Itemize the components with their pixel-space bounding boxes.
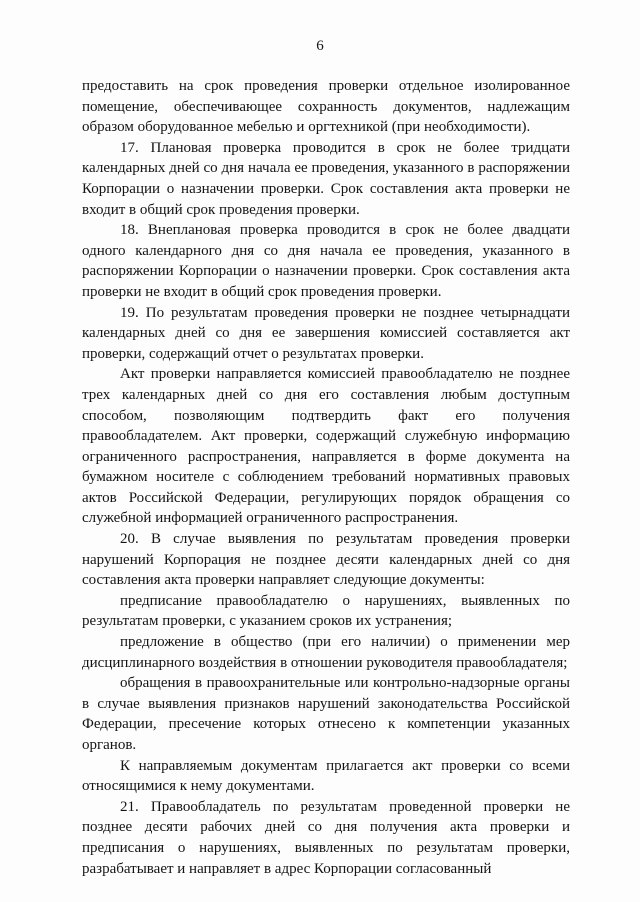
paragraph-18-unscheduled-inspection: 18. Внеплановая проверка проводится в срок не более двадцати одного календарного дня со дня начала ее проведения, указанного в распоряжении Корпорации о назначении проверки. Срок составления акта проверки не входит в общий срок проведения проверки. xyxy=(82,222,570,300)
paragraph-17-planned-inspection: 17. Плановая проверка проводится в срок не более тридцати календарных дней со дня начала ее проведения, указанного в распоряжении Корпорации о назначении проверки. Срок составления акта проверки не входит в общий срок проведения проверки. xyxy=(82,139,570,218)
list-item-law-enforcement-appeals: обращения в правоохранительные или контрольно-надзорные органы в случае выявления признаков нарушений законодательства Российской Федерации, пресечение которых отнесено к компетенции указанных органов. xyxy=(82,675,570,753)
paragraph-21-rights-holder-plan: 21. Правообладатель по результатам проведенной проверки не позднее десяти рабочих дней со дня получения акта проверки и предписания о нарушениях, выявленных по результатам проверки, разрабатывает и направляет в адрес Корпорации согласованный xyxy=(82,798,570,877)
paragraph-20-violations-documents: 20. В случае выявления по результатам проведения проверки нарушений Корпорация не позднее десяти календарных дней со дня составления акта проверки направляет следующие документы: xyxy=(82,531,570,589)
paragraph-attached-act: К направляемым документам прилагается акт проверки со всеми относящимися к нему документами. xyxy=(82,757,570,795)
paragraph-19-inspection-results: 19. По результатам проведения проверки не позднее четырнадцати календарных дней со дня ее завершения комиссией составляется акт проверки, содержащий отчет о результатах проверки. xyxy=(82,304,570,362)
list-item-disciplinary-proposal: предложение в общество (при его наличии) о применении мер дисциплинарного воздействия в отношении руководителя правообладателя; xyxy=(82,634,570,671)
list-item-order: предписание правообладателю о нарушениях, выявленных по результатам проверки, с указанием сроков их устранения; xyxy=(82,592,570,630)
paragraph-inspection-act-delivery: Акт проверки направляется комиссией правообладателю не позднее трех календарных дней со дня его составления любым доступным способом, позволяющим подтвердить факт его получения правообладателем. Акт проверки, содержащий служебную информацию ограниченного распространения, направляется в форме документа на бумажном носителе с соблюдением требований нормативных правовых актов Российской Федерации, регулирующих порядок обращения со служебной информацией ограниченного распространения. xyxy=(82,366,570,527)
document-body xyxy=(82,76,570,879)
paragraph-continuation: предоставить на срок проведения проверки отдельное изолированное помещение, обеспечивающее сохранность документов, надлежащим образом оборудованное мебелью и оргтехникой (при необходимости). xyxy=(82,78,570,136)
page-number: 6 xyxy=(316,38,324,54)
